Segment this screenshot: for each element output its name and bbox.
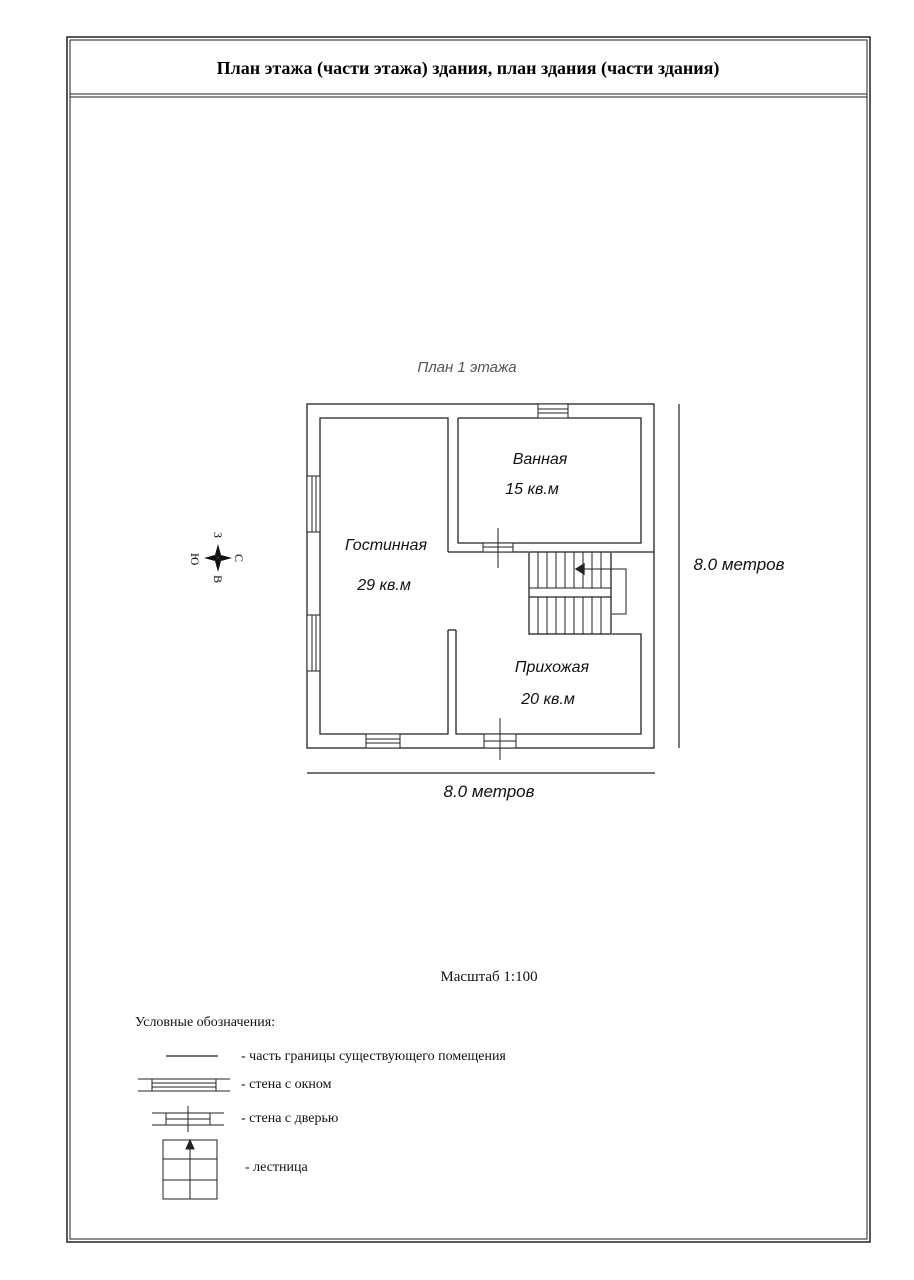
living-room-wall [320, 418, 448, 734]
stairs-arrow-icon [576, 564, 584, 574]
window-top [538, 404, 568, 418]
legend-title: Условные обозначения: [135, 1015, 276, 1030]
legend-window-wall-icon [138, 1079, 230, 1091]
door-bathroom [483, 528, 513, 568]
stairs-steps [529, 552, 611, 634]
room-area-living: 29 кв.м [357, 577, 411, 594]
legend-stairs-icon [163, 1140, 217, 1199]
hallway-wall [456, 630, 641, 734]
window-left-upper [307, 476, 320, 532]
legend-item-window: - стена с окном [241, 1077, 332, 1092]
compass-rose-icon [188, 532, 246, 583]
floor-plan [307, 404, 654, 748]
compass-south: Ю [188, 553, 202, 566]
legend-item-stairs: - лестница [245, 1160, 308, 1175]
legend-door-wall-icon [152, 1106, 224, 1132]
stairs-box [529, 552, 611, 634]
scale-label: Масштаб 1:100 [440, 969, 538, 985]
door-entrance [484, 718, 516, 760]
room-area-bathroom: 15 кв.м [505, 481, 559, 498]
compass-east: В [211, 575, 225, 584]
room-name-living: Гостинная [345, 537, 427, 554]
window-left-lower [307, 615, 320, 671]
compass-north: С [232, 554, 246, 563]
room-area-hallway: 20 кв.м [521, 691, 575, 708]
header-title: План этажа (части этажа) здания, план здания (части здания) [216, 58, 720, 78]
room-name-bathroom: Ванная [512, 451, 568, 468]
legend-item-door: - стена с дверью [241, 1111, 339, 1126]
dimension-height: 8.0 метров [693, 555, 785, 574]
room-name-hallway: Прихожая [514, 659, 590, 676]
outer-wall [307, 404, 654, 748]
dimension-width: 8.0 метров [443, 782, 535, 801]
plan-title: План 1 этажа [417, 359, 517, 376]
legend-item-line: - часть границы существующего помещения [241, 1049, 506, 1064]
doors [483, 528, 516, 760]
compass-west: З [211, 532, 225, 539]
window-bottom [366, 734, 400, 748]
